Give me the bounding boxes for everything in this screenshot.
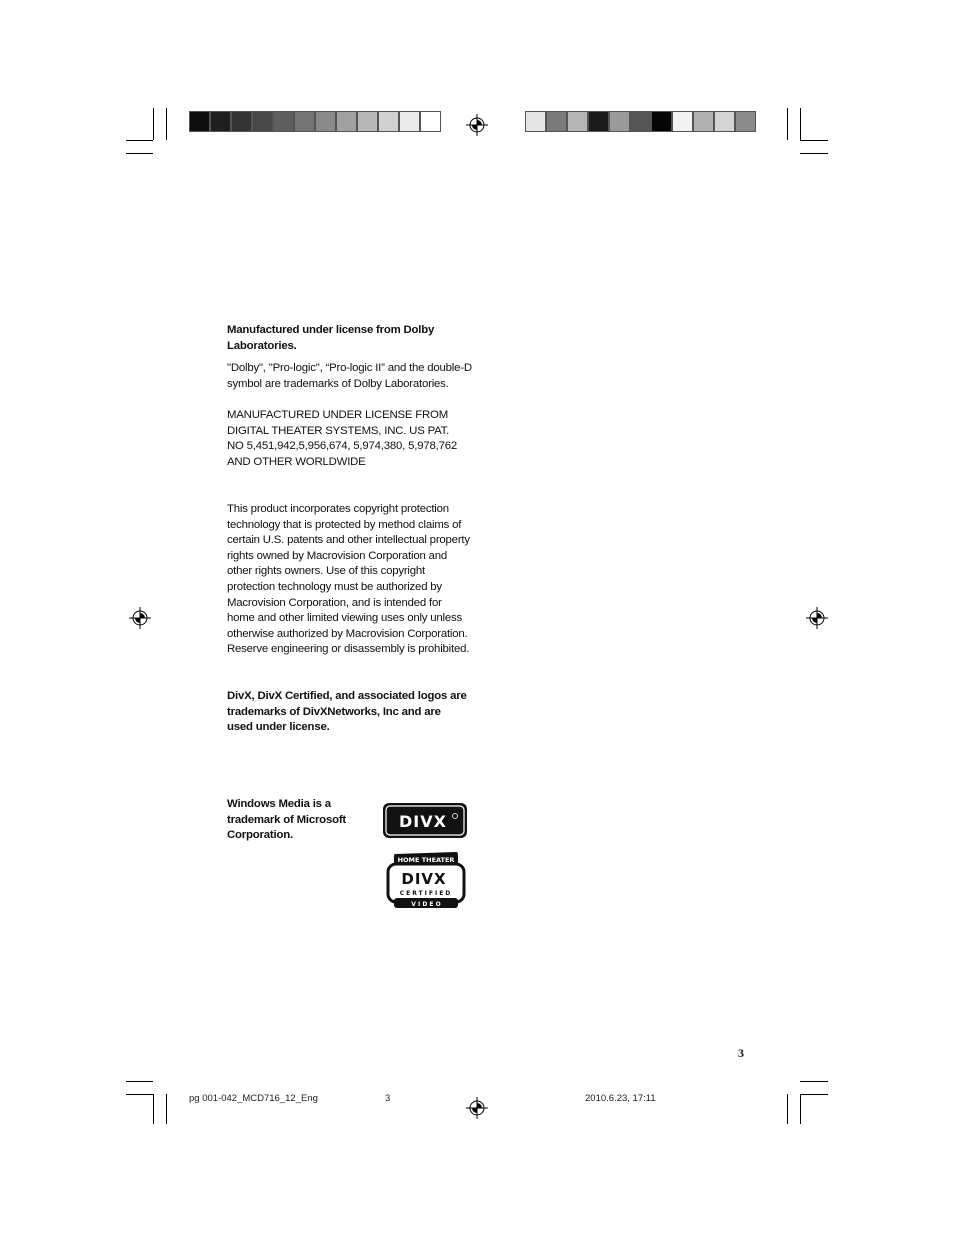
crop-mark-bottom-left-v1 [153,1094,154,1124]
color-bar-left [189,111,441,132]
macrovision-notice: This product incorporates copyright protection technology that is protected by method claims of certain U.S. patents and other intellectual property rights owned by Macrovision Corporation and other rights owners. Use of this copyright protection technology must be authorized by Macrovision Corporation, and is intended for home and other limited viewing uses only unless otherwise authorized by Macrovision Corporation. Reserve engineering or disassembly is prohibited. [227,503,470,656]
color-swatch [567,111,588,132]
color-swatch [735,111,756,132]
registration-mark-right-icon [806,607,828,629]
color-swatch [588,111,609,132]
dolby-heading: Manufactured under license from Dolby Laboratories. [227,324,435,352]
registration-mark-bottom-icon [466,1097,488,1119]
registration-mark-top-icon [466,114,488,136]
divx-cert-mid-text: CERTIFIED [399,890,453,897]
registration-mark-left-icon [129,607,151,629]
color-swatch [525,111,546,132]
dolby-trademarks: "Dolby", "Pro-logic", “Pro-logic II” and the double-D symbol are trademarks of Dolby Laboratories. [227,362,472,390]
crop-mark-bottom-left-h [126,1081,153,1082]
color-swatch [651,111,672,132]
color-swatch [378,111,399,132]
color-swatch [189,111,210,132]
crop-mark-top-right-v1 [787,108,788,140]
color-swatch [693,111,714,132]
crop-mark-top-left-v1 [153,108,154,140]
divx-cert-top-text: HOME THEATER [397,856,455,864]
divx-cert-bottom-text: V I D E O [411,901,441,908]
color-swatch [252,111,273,132]
color-swatch [357,111,378,132]
color-swatch [336,111,357,132]
color-swatch [294,111,315,132]
color-swatch [231,111,252,132]
color-swatch [315,111,336,132]
divx-logo [383,803,467,838]
crop-mark-top-right-h [800,153,828,154]
crop-mark-bottom-left-v2 [166,1094,167,1124]
divx-trademarks: DivX, DivX Certified, and associated logos are trademarks of DivXNetworks, Inc and are used under license. [227,690,467,734]
divx-cert-logo-text: DIVX [401,870,447,888]
color-swatch [273,111,294,132]
divx-logo-text: DIVX [399,812,447,831]
crop-mark-bottom-right-h2 [800,1094,828,1095]
crop-mark-top-right-h2 [800,140,828,141]
color-swatch [714,111,735,132]
crop-mark-bottom-right-v2 [800,1094,801,1124]
color-swatch [399,111,420,132]
windows-media-trademark: Windows Media is a trademark of Microsoft Corporation. [227,798,347,842]
color-swatch [672,111,693,132]
page-number: 3 [738,1046,744,1060]
color-swatch [609,111,630,132]
crop-mark-top-left-v2 [166,108,167,140]
footer-file-name: pg 001-042_MCD716_12_Eng [189,1093,318,1104]
dts-license: MANUFACTURED UNDER LICENSE FROM DIGITAL THEATER SYSTEMS, INC. US PAT. NO 5,451,942,5,956,674, 5,974,380, 5,978,762 AND OTHER WORLDWIDE [227,409,457,468]
footer-timestamp: 2010.6.23, 17:11 [585,1093,656,1104]
crop-mark-bottom-right-v1 [787,1094,788,1124]
color-swatch [210,111,231,132]
color-swatch [630,111,651,132]
divx-certified-logo [386,850,466,910]
color-bar-right [525,111,756,132]
footer-page: 3 [385,1093,391,1104]
crop-mark-bottom-right-h [800,1081,828,1082]
color-swatch [420,111,441,132]
color-swatch [546,111,567,132]
crop-mark-bottom-left-h2 [126,1094,153,1095]
crop-mark-top-left-h2 [126,140,153,141]
crop-mark-top-left-h [126,153,153,154]
crop-mark-top-right-v2 [800,108,801,140]
